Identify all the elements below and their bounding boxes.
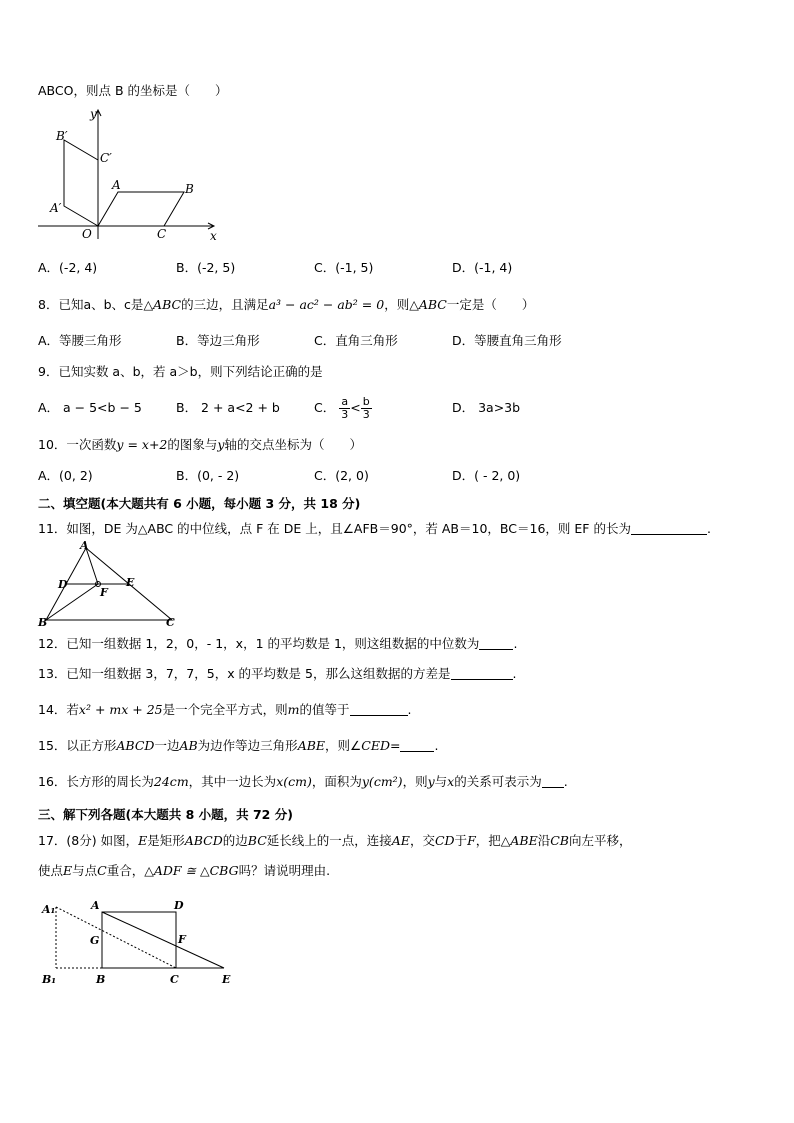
q17-line2-pre: 使点 xyxy=(38,863,64,878)
section-3-heading: 三、解下列各题(本大题共 8 小题，共 72 分) xyxy=(38,807,293,822)
q15-mid2: 为边作等边三角形 xyxy=(197,738,298,753)
q7-label-x: x xyxy=(210,229,217,243)
q7-label-a: A xyxy=(112,178,121,192)
q7-label-c1: C′ xyxy=(100,151,112,165)
q17-label-b: B xyxy=(96,973,106,986)
q11-text: 11．如图，DE 为△ABC 的中位线，点 F 在 DE 上，且∠AFB＝90°，若 AB＝10，BC＝16，则 EF 的长为 xyxy=(38,521,631,536)
q17-line2-b: 重合， xyxy=(106,863,145,878)
q15-triangle: ABE xyxy=(297,738,326,753)
q7-option-c: C．(-1, 5) xyxy=(314,260,374,275)
q17-rect: ABCD xyxy=(184,833,223,848)
q7-label-o: O xyxy=(82,227,92,241)
q9-option-b: B． 2 + a<2 + b xyxy=(176,400,280,415)
q17-cd: CD xyxy=(434,833,455,848)
q16-mid4: 与 xyxy=(434,774,448,789)
q16-area: y(cm²) xyxy=(361,774,403,789)
q16-mid1: ，其中一边长为 xyxy=(188,774,277,789)
q9-option-a: A． a − 5<b − 5 xyxy=(38,400,142,415)
q15-answer-blank[interactable] xyxy=(400,739,434,752)
q10-stem xyxy=(38,436,362,454)
q17-pre: 17．(8分) 如图， xyxy=(38,833,139,848)
q10-post: 轴的交点坐标为（ ） xyxy=(224,437,362,452)
q17-abe: ABE xyxy=(510,833,538,848)
q17-f: F xyxy=(467,833,476,848)
q12-end: . xyxy=(513,636,518,651)
q7-label-a1: A′ xyxy=(50,201,62,215)
q17-text-g: 沿 xyxy=(537,833,551,848)
q8-triangle-2: △ABC xyxy=(409,297,447,312)
q16-mid3: ，则 xyxy=(402,774,428,789)
q15-mid3: ，则∠ xyxy=(325,738,362,753)
q9-frac-b-den: 3 xyxy=(362,408,370,421)
q8-option-d: D．等腰直角三角形 xyxy=(452,333,562,348)
q17-line-2 xyxy=(38,862,330,880)
q12-text: 12．已知一组数据 1，2，0，- 1，x，1 的平均数是 1，则这组数据的中位数为 xyxy=(38,636,480,651)
q15-stem xyxy=(38,737,438,755)
q14-pre: 14．若 xyxy=(38,702,79,717)
q7-label-y: y xyxy=(90,107,97,121)
q9-lt: < xyxy=(350,400,361,415)
q17-label-a: A xyxy=(91,899,100,912)
q14-end: . xyxy=(407,702,412,717)
q16-perimeter: 24cm xyxy=(153,774,189,789)
q17-bc: BC xyxy=(247,833,267,848)
q17-text-a: 是矩形 xyxy=(147,833,185,848)
q15-side: AB xyxy=(179,738,198,753)
q17-label-d: D xyxy=(174,899,184,912)
q12-stem xyxy=(38,635,517,653)
q13-answer-blank[interactable] xyxy=(451,667,513,680)
q15-mid1: 一边 xyxy=(154,738,180,753)
q9-fraction-a xyxy=(339,396,350,421)
q9-option-d: D． 3a>3b xyxy=(452,400,521,415)
q10-mid: 的图象与 xyxy=(167,437,218,452)
q8-equation: a³ − ac² − ab² = 0 xyxy=(268,297,385,312)
q10-option-d: D．( - 2, 0) xyxy=(452,468,521,483)
q11-figure xyxy=(34,540,184,628)
q17-label-f: F xyxy=(178,933,186,946)
q16-post: 的关系可表示为 xyxy=(454,774,542,789)
q17-label-c: C xyxy=(170,973,179,986)
q15-angle: CED xyxy=(361,738,390,753)
q17-c2: C xyxy=(97,863,107,878)
q9-frac-b-num: b xyxy=(361,396,372,409)
q17-e: E xyxy=(138,833,148,848)
q9-frac-a-den: 3 xyxy=(341,408,349,421)
section-2-heading: 二、填空题(本大题共有 6 小题，每小题 3 分，共 18 分) xyxy=(38,496,361,511)
q10-option-c: C．(2, 0) xyxy=(314,468,369,483)
q15-post: = xyxy=(389,738,401,753)
q14-mid: 是一个完全平方式，则 xyxy=(162,702,288,717)
q17-text-f: ，把△ xyxy=(475,833,511,848)
q8-option-a: A．等腰三角形 xyxy=(38,333,122,348)
q11-label-d: D xyxy=(58,578,68,591)
q8-mid2: 的三边，且满足 xyxy=(181,297,269,312)
q17-label-b1: B₁ xyxy=(42,973,57,986)
q9-frac-a-num: a xyxy=(339,396,350,409)
q13-text: 13．已知一组数据 3，7，7，5，x 的平均数是 5，那么这组数据的方差是 xyxy=(38,666,451,681)
q16-end: . xyxy=(563,774,568,789)
q14-expression: x² + mx + 25 xyxy=(78,702,163,717)
q8-pre: 8．已知 xyxy=(38,297,84,312)
q16-x: x xyxy=(447,774,455,789)
q8-vars: a、b、c xyxy=(83,297,131,312)
q17-text-d: ，交 xyxy=(409,833,435,848)
q17-e2: E xyxy=(63,863,73,878)
q14-post: 的值等于 xyxy=(299,702,350,717)
q17-label-a1: A₁ xyxy=(42,903,56,916)
q7-option-a: A．(-2, 4) xyxy=(38,260,98,275)
q17-ae: AE xyxy=(391,833,410,848)
q12-answer-blank[interactable] xyxy=(479,637,513,650)
q11-answer-blank[interactable] xyxy=(631,522,707,535)
q17-line2-c: 吗？请说明理由. xyxy=(238,863,331,878)
q17-label-g: G xyxy=(90,934,100,947)
q16-mid2: ，面积为 xyxy=(311,774,362,789)
q9-stem: 9．已知实数 a、b，若 a＞b，则下列结论正确的是 xyxy=(38,364,323,379)
q9-option-c-label: C． xyxy=(314,400,336,415)
q8-mid1: 是 xyxy=(130,297,144,312)
q7-label-b: B xyxy=(185,182,194,196)
q8-stem xyxy=(38,296,534,314)
q17-figure xyxy=(36,893,246,988)
q10-axis: y xyxy=(217,437,225,452)
q11-stem xyxy=(38,520,711,538)
q17-text-e: 于 xyxy=(454,833,468,848)
q17-line2-a: 与点 xyxy=(72,863,98,878)
q17-line-1 xyxy=(38,832,632,850)
q11-end: . xyxy=(706,521,711,536)
q14-var: m xyxy=(287,702,300,717)
q17-label-e: E xyxy=(222,973,231,986)
q7-label-b1: B′ xyxy=(56,129,68,143)
q8-triangle: △ABC xyxy=(143,297,182,312)
q16-side: x(cm) xyxy=(276,774,312,789)
q17-cb: CB xyxy=(550,833,569,848)
q11-label-e: E xyxy=(126,576,135,589)
q8-mid3: ，则 xyxy=(384,297,410,312)
q8-post: 一定是（ ） xyxy=(446,297,535,312)
q10-pre: 10．一次函数 xyxy=(38,437,117,452)
q17-text-h: 向左平移， xyxy=(568,833,632,848)
q7-stem: ABCO，则点 B 的坐标是（ ） xyxy=(38,83,228,98)
q16-answer-blank[interactable] xyxy=(542,775,564,788)
q8-option-b: B．等边三角形 xyxy=(176,333,260,348)
q9-option-c xyxy=(314,390,372,426)
q17-text-c: 延长线上的一点，连接 xyxy=(266,833,392,848)
q15-end: . xyxy=(434,738,439,753)
q15-square: ABCD xyxy=(116,738,155,753)
q7-figure xyxy=(34,104,224,244)
q14-answer-blank[interactable] xyxy=(350,703,408,716)
q11-label-b: B xyxy=(38,616,48,628)
q10-function: y = x+2 xyxy=(116,437,168,452)
q11-label-a: A xyxy=(80,540,89,552)
q11-label-f: F xyxy=(100,586,108,599)
q10-option-a: A．(0, 2) xyxy=(38,468,93,483)
q16-y: y xyxy=(427,774,435,789)
q17-congruence: △ADF ≅ △CBG xyxy=(144,863,239,878)
q16-pre: 16．长方形的周长为 xyxy=(38,774,154,789)
q16-stem xyxy=(38,773,568,791)
q7-option-d: D．(-1, 4) xyxy=(452,260,513,275)
q7-label-c: C xyxy=(157,227,167,241)
q13-end: . xyxy=(512,666,517,681)
q13-stem xyxy=(38,665,516,683)
q14-stem xyxy=(38,701,412,719)
q8-option-c: C．直角三角形 xyxy=(314,333,398,348)
q11-label-c: C xyxy=(166,616,175,628)
q17-text-b: 的边 xyxy=(222,833,248,848)
q9-fraction-b xyxy=(361,396,372,421)
q7-option-b: B．(-2, 5) xyxy=(176,260,236,275)
q10-option-b: B．(0, - 2) xyxy=(176,468,240,483)
q15-pre: 15．以正方形 xyxy=(38,738,117,753)
